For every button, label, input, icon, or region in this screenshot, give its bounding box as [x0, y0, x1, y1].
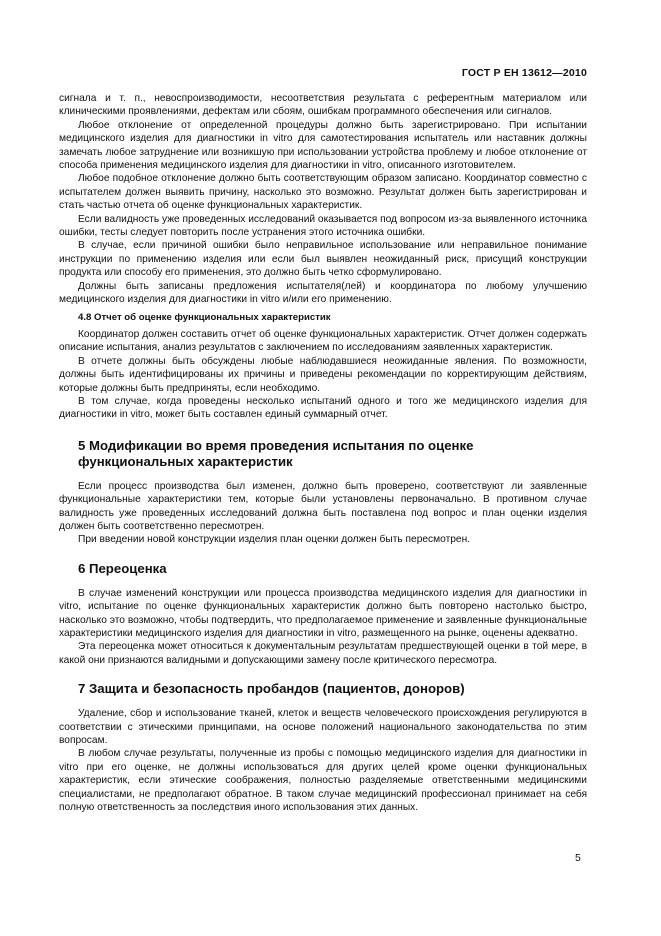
paragraph: Должны быть записаны предложения испытателя(лей) и координатора по любому улучшению медицинского изделия для диагностики in vitro и/или его применению.: [59, 280, 587, 306]
paragraph: Эта переоценка может относиться к документальным результатам предшествующей оценки в той мере, в какой они признаются валидными и допускающими замену после критического пересмотра.: [59, 641, 587, 666]
paragraph: Любое подобное отклонение должно быть соответствующим образом записано. Координатор совместно с испытателем должен выявить причину, насколько это возможно. Результат должен быть зарегистрирован и стать частью отчета об оценке функциональных характеристик.: [59, 173, 587, 212]
section-heading-line: 5 Модификации во время проведения испытания по оценке: [78, 437, 474, 453]
paragraph: В любом случае результаты, полученные из пробы с помощью медицинского изделия для диагностики in vitro при его оценке, не должны использоваться для других целей кроме оценки функциональных характеристик, если этические соображения, полностью разделяемые ответственными медицинскими специалистами, не предполагают обратное. В таком случае медицинский профессионал принимает на себя полную ответственность за последствия иного использования этих данных.: [59, 748, 587, 814]
paragraph: В том случае, когда проведены несколько испытаний одного и того же медицинского изделия для диагностики in vitro, может быть составлен единый суммарный отчет.: [59, 395, 587, 421]
paragraph: Если валидность уже проведенных исследований оказывается под вопросом из-за выявленного источника ошибки, тесты следует повторить после устранения этого источника ошибки.: [59, 213, 587, 239]
section-heading-line: функциональных характеристик: [78, 453, 293, 469]
section-heading: 7 Защита и безопасность пробандов (пациентов, доноров): [78, 681, 465, 697]
document-body: [59, 92, 587, 814]
paragraph: В отчете должны быть обсуждены любые наблюдавшиеся неожиданные явления. По возможности, должны быть идентифицированы их причины и приведены рекомендации по корректирующим действиям, которые должны быть предприняты, если необходимо.: [59, 355, 587, 394]
paragraph: В случае изменений конструкции или процесса производства медицинского изделия для диагностики in vitro, испытание по оценке функциональных характеристик должно быть повторено настолько быстро, насколько это возможно, чтобы подтвердить, что предполагаемое применение и заявленные функциональные характеристики медицинского изделия для диагностики in vitro, размещенного на рынке, оценены адекватно.: [59, 587, 587, 639]
page-number: 5: [575, 852, 581, 864]
paragraph: Если процесс производства был изменен, должно быть проверено, соответствуют ли заявленные функциональные характеристики тем, которые были установлены первоначально. В противном случае валидность уже проведенных исследований должна быть поставлена под вопрос и план оценки изделия должен быть соответственно пересмотрен.: [59, 480, 587, 532]
paragraph: В случае, если причиной ошибки было неправильное использование или неправильное понимание инструкции по применению изделия или если был выявлен неожиданный риск, присущий конструкции продукта или способу его применения, это должно быть четко сформулировано.: [59, 240, 587, 279]
paragraph: сигнала и т. п., невоспроизводимости, несоответствия результата с референтным материалом или клиническими проявлениями, дефектам или сбоям, ошибкам программного обеспечения или сигналов.: [59, 93, 587, 118]
document-header: ГОСТ Р ЕН 13612—2010: [461, 67, 587, 79]
paragraph: Любое отклонение от определенной процедуры должно быть зарегистрировано. При испытании медицинского изделия для диагностики in vitro для самотестирования испытатель или наставник должны замечать любое затруднение или возникшую при использовании устройства проблему и любое отклонение от способа применения медицинского изделия для диагностики in vitro, описанного изготовителем.: [59, 119, 587, 172]
paragraph: Координатор должен составить отчет об оценке функциональных характеристик. Отчет должен содержать описание испытания, анализ результатов с заключением по исследованиям заявленных характеристик.: [59, 328, 587, 354]
paragraph: При введении новой конструкции изделия план оценки должен быть пересмотрен.: [78, 534, 471, 546]
section-heading: 6 Переоценка: [78, 560, 167, 576]
subsection-heading: 4.8 Отчет об оценке функциональных характеристик: [78, 311, 331, 323]
section-heading: [78, 438, 587, 470]
paragraph: Удаление, сбор и использование тканей, клеток и веществ человеческого происхождения регулируются в соответствии с этическими принципами, на основе положений национального законодательства по этим вопросам.: [59, 708, 587, 747]
